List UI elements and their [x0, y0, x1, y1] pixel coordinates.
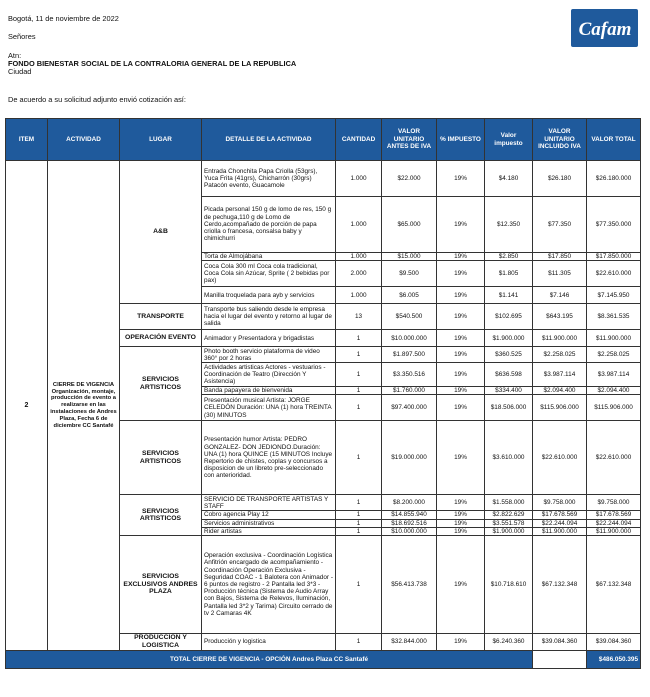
total-cell: $2.094.400 — [587, 387, 641, 395]
cantidad-cell: 2.000 — [336, 261, 382, 287]
detalle-cell: Entrada Chonchita Papa Criolla (53grs), Yuca Frita (41grs), Chicharrón (30grs) Patacón evento, Guacamole — [202, 161, 336, 197]
unitario-cell: $1.897.500 — [382, 347, 437, 363]
total-cell: $17.678.569 — [587, 511, 641, 519]
cafam-logo-wordmark — [575, 13, 635, 43]
total-cell: $22.244.094 — [587, 519, 641, 527]
impuesto-cell: $102.695 — [485, 304, 533, 330]
total-cell: $39.084.360 — [587, 634, 641, 651]
total-value: $486.050.395 — [587, 651, 641, 669]
detalle-cell: Operación exclusiva - Coordinación Logística Anfitrión encargado de acompañamiento - Coordinación Operación Exclusiva - Seguridad COAC - 1 Balotera con Animador - 6 puntos de registro - 2 Pantalla led 3*3 - Producción técnica (Sistema de Audio Array con Bajos, Sistema de Relevos, Iluminación, Pantalla led 3*2 y Tarima) Circuito cerrado de tv 2 Camaras 4K — [202, 536, 336, 634]
impuesto-cell: $334.400 — [485, 387, 533, 395]
cantidad-cell: 1.000 — [336, 161, 382, 197]
quotation-table — [5, 118, 641, 669]
cantidad-cell: 1 — [336, 536, 382, 634]
col-actividad: ACTIVIDAD — [48, 119, 120, 161]
activity-description: CIERRE DE VIGENCIA Organización, montaje, producción de evento a realizarse en las instalaciones de Andres Plaza, Fecha 6 de diciembre CC Santafé — [48, 161, 120, 651]
unitario-cell: $1.760.000 — [382, 387, 437, 395]
unitario-cell: $97.400.000 — [382, 395, 437, 421]
total-cell: $17.850.000 — [587, 253, 641, 261]
unitario-cell: $65.000 — [382, 197, 437, 253]
col-valor-total: VALOR TOTAL — [587, 119, 641, 161]
unit-iva-cell: $9.758.000 — [533, 495, 587, 511]
date-line: Bogotá, 11 de noviembre de 2022 — [8, 14, 119, 23]
unitario-cell: $10.000.000 — [382, 527, 437, 535]
unitario-cell: $10.000.000 — [382, 330, 437, 347]
cantidad-cell: 1 — [336, 527, 382, 535]
lugar-servicios-artisticos-2: SERVICIOS ARTISTICOS — [120, 421, 202, 495]
lugar-servicios-artisticos-3: SERVICIOS ARTISTICOS — [120, 495, 202, 536]
total-cell: $67.132.348 — [587, 536, 641, 634]
cantidad-cell: 1 — [336, 395, 382, 421]
detalle-cell: Presentación musical Artista: JORGE CELEDÓN Duración: UNA (1) hora TREINTA (30) MINUTOS — [202, 395, 336, 421]
client-name: FONDO BIENESTAR SOCIAL DE LA CONTRALORIA GENERAL DE LA REPUBLICA — [8, 59, 297, 68]
col-lugar: LUGAR — [120, 119, 202, 161]
col-valor-impuesto: Valor impuesto — [485, 119, 533, 161]
unit-iva-cell: $67.132.348 — [533, 536, 587, 634]
unit-iva-cell: $77.350 — [533, 197, 587, 253]
detalle-cell: Cobro agencia Play 12 — [202, 511, 336, 519]
cantidad-cell: 1 — [336, 330, 382, 347]
pct-cell: 19% — [437, 634, 485, 651]
detalle-cell: Animador y Presentadora y brigadistas — [202, 330, 336, 347]
unit-iva-cell: $643.195 — [533, 304, 587, 330]
pct-cell: 19% — [437, 395, 485, 421]
pct-cell: 19% — [437, 161, 485, 197]
impuesto-cell: $1.900.000 — [485, 330, 533, 347]
total-cell: $11.900.000 — [587, 330, 641, 347]
detalle-cell: Photo booth servicio plataforma de video 360° por 2 horas — [202, 347, 336, 363]
pct-cell: 19% — [437, 347, 485, 363]
detalle-cell: Transporte bus saliendo desde le empresa hacia el lugar del evento y retorno al lugar de salida — [202, 304, 336, 330]
pct-cell: 19% — [437, 330, 485, 347]
impuesto-cell: $12.350 — [485, 197, 533, 253]
total-cell: $11.900.000 — [587, 527, 641, 535]
unit-iva-cell: $2.258.025 — [533, 347, 587, 363]
col-item: ITEM — [6, 119, 48, 161]
pct-cell: 19% — [437, 261, 485, 287]
detalle-cell: Servicios administrativos — [202, 519, 336, 527]
pct-cell: 19% — [437, 536, 485, 634]
detalle-cell: Coca Cola 300 ml Coca cola tradicional, Coca Cola sin Azúcar, Sprite ( 2 bebidas por pax) — [202, 261, 336, 287]
impuesto-cell: $3.610.000 — [485, 421, 533, 495]
detalle-cell: Torta de Almojábana — [202, 253, 336, 261]
lugar-transporte: TRANSPORTE — [120, 304, 202, 330]
impuesto-cell: $1.805 — [485, 261, 533, 287]
cantidad-cell: 1 — [336, 634, 382, 651]
pct-cell: 19% — [437, 287, 485, 304]
impuesto-cell: $2.822.629 — [485, 511, 533, 519]
pct-cell: 19% — [437, 421, 485, 495]
total-cell: $22.610.000 — [587, 261, 641, 287]
cantidad-cell: 1.000 — [336, 253, 382, 261]
unit-iva-cell: $17.850 — [533, 253, 587, 261]
impuesto-cell: $10.718.610 — [485, 536, 533, 634]
total-cell: $9.758.000 — [587, 495, 641, 511]
detalle-cell: Presentación humor Artista: PEDRO GONZALEZ- DON JEDIONDO.Duración: UNA (1) hora QUINCE (15 MINUTOS Incluye Repertorio de chistes, coplas y concursos a disposicion de un libreto pre-seleccionado con anterioridad. — [202, 421, 336, 495]
impuesto-cell: $4.180 — [485, 161, 533, 197]
cafam-logo — [571, 9, 638, 47]
detalle-cell: Producción y logistica — [202, 634, 336, 651]
lugar-ab: A&B — [120, 161, 202, 304]
detalle-cell: Manilla troquelada para ayb y servicios — [202, 287, 336, 304]
unit-iva-cell: $3.987.114 — [533, 363, 587, 387]
col-impuesto-pct: % IMPUESTO — [437, 119, 485, 161]
cantidad-cell: 1 — [336, 495, 382, 511]
total-cell: $7.145.950 — [587, 287, 641, 304]
unitario-cell: $18.692.516 — [382, 519, 437, 527]
impuesto-cell: $1.900.000 — [485, 527, 533, 535]
lugar-servicios-exclusivos: SERVICIOS EXCLUSIVOS ANDRES PLAZA — [120, 536, 202, 634]
cantidad-cell: 1.000 — [336, 287, 382, 304]
impuesto-cell: $636.598 — [485, 363, 533, 387]
unitario-cell: $3.350.516 — [382, 363, 437, 387]
total-label: TOTAL CIERRE DE VIGENCIA - OPCIÓN Andres Plaza CC Santafé — [6, 651, 533, 669]
unitario-cell: $15.000 — [382, 253, 437, 261]
pct-cell: 19% — [437, 363, 485, 387]
cantidad-cell: 1 — [336, 387, 382, 395]
unitario-cell: $8.200.000 — [382, 495, 437, 511]
total-cell: $2.258.025 — [587, 347, 641, 363]
total-cell: $22.610.000 — [587, 421, 641, 495]
impuesto-cell: $6.240.360 — [485, 634, 533, 651]
pct-cell: 19% — [437, 304, 485, 330]
detalle-cell: Actividades artisticas Actores - vestuarios - Coordinación de Teatro (Dirección Y Asistencia) — [202, 363, 336, 387]
impuesto-cell: $2.850 — [485, 253, 533, 261]
detalle-cell: Banda papayera de bienvenida — [202, 387, 336, 395]
total-spacer — [533, 651, 587, 669]
cafam-logo-text: Cafam — [578, 19, 631, 40]
impuesto-cell: $18.506.000 — [485, 395, 533, 421]
item-number: 2 — [6, 161, 48, 651]
cantidad-cell: 1 — [336, 347, 382, 363]
unit-iva-cell: $17.678.569 — [533, 511, 587, 519]
intro-text: De acuerdo a su solicitud adjunto envió cotización así: — [8, 95, 186, 104]
unit-iva-cell: $22.244.094 — [533, 519, 587, 527]
unitario-cell: $56.413.738 — [382, 536, 437, 634]
unitario-cell: $32.844.000 — [382, 634, 437, 651]
unitario-cell: $19.000.000 — [382, 421, 437, 495]
unit-iva-cell: $11.900.000 — [533, 527, 587, 535]
city-line: Ciudad — [8, 67, 32, 76]
pct-cell: 19% — [437, 511, 485, 519]
cantidad-cell: 1 — [336, 421, 382, 495]
unit-iva-cell: $7.146 — [533, 287, 587, 304]
cantidad-cell: 1 — [336, 363, 382, 387]
cantidad-cell: 13 — [336, 304, 382, 330]
pct-cell: 19% — [437, 519, 485, 527]
total-cell: $77.350.000 — [587, 197, 641, 253]
total-cell: $8.361.535 — [587, 304, 641, 330]
pct-cell: 19% — [437, 387, 485, 395]
pct-cell: 19% — [437, 197, 485, 253]
pct-cell: 19% — [437, 253, 485, 261]
table-header-row — [6, 119, 641, 161]
col-valor-unitario-iva: VALOR UNITARIO INCLUIDO IVA — [533, 119, 587, 161]
col-detalle: DETALLE DE LA ACTIVIDAD — [202, 119, 336, 161]
detalle-cell: SERVICIO DE TRANSPORTE ARTISTAS Y STAFF — [202, 495, 336, 511]
attention-label: Atn: — [8, 51, 22, 60]
detalle-cell: Picada personal 150 g de lomo de res, 150 g de pechuga,110 g de Lomo de Cerdo,acompañado de porción de papa criolla o francesa, consalsa baby y chimichurri — [202, 197, 336, 253]
unitario-cell: $22.000 — [382, 161, 437, 197]
pct-cell: 19% — [437, 495, 485, 511]
greeting: Señores — [8, 32, 36, 41]
detalle-cell: Rider artistas — [202, 527, 336, 535]
lugar-operacion-evento: OPERACIÓN EVENTO — [120, 330, 202, 347]
table-row — [6, 161, 641, 197]
cantidad-cell: 1.000 — [336, 197, 382, 253]
lugar-servicios-artisticos-1: SERVICIOS ARTISTICOS — [120, 347, 202, 421]
impuesto-cell: $1.141 — [485, 287, 533, 304]
unit-iva-cell: $39.084.360 — [533, 634, 587, 651]
cantidad-cell: 1 — [336, 519, 382, 527]
unit-iva-cell: $11.305 — [533, 261, 587, 287]
total-cell: $3.987.114 — [587, 363, 641, 387]
impuesto-cell: $360.525 — [485, 347, 533, 363]
total-cell: $26.180.000 — [587, 161, 641, 197]
unit-iva-cell: $26.180 — [533, 161, 587, 197]
unit-iva-cell: $115.906.000 — [533, 395, 587, 421]
unit-iva-cell: $2.094.400 — [533, 387, 587, 395]
unit-iva-cell: $22.610.000 — [533, 421, 587, 495]
lugar-produccion-logistica: PRODUCCIÓN Y LOGISTICA — [120, 634, 202, 651]
col-cantidad: CANTIDAD — [336, 119, 382, 161]
impuesto-cell: $1.558.000 — [485, 495, 533, 511]
unit-iva-cell: $11.900.000 — [533, 330, 587, 347]
total-row — [6, 651, 641, 669]
cantidad-cell: 1 — [336, 511, 382, 519]
pct-cell: 19% — [437, 527, 485, 535]
impuesto-cell: $3.551.578 — [485, 519, 533, 527]
unitario-cell: $6.005 — [382, 287, 437, 304]
unitario-cell: $540.500 — [382, 304, 437, 330]
col-valor-unitario: VALOR UNITARIO ANTES DE IVA — [382, 119, 437, 161]
unitario-cell: $14.855.940 — [382, 511, 437, 519]
total-cell: $115.906.000 — [587, 395, 641, 421]
unitario-cell: $9.500 — [382, 261, 437, 287]
